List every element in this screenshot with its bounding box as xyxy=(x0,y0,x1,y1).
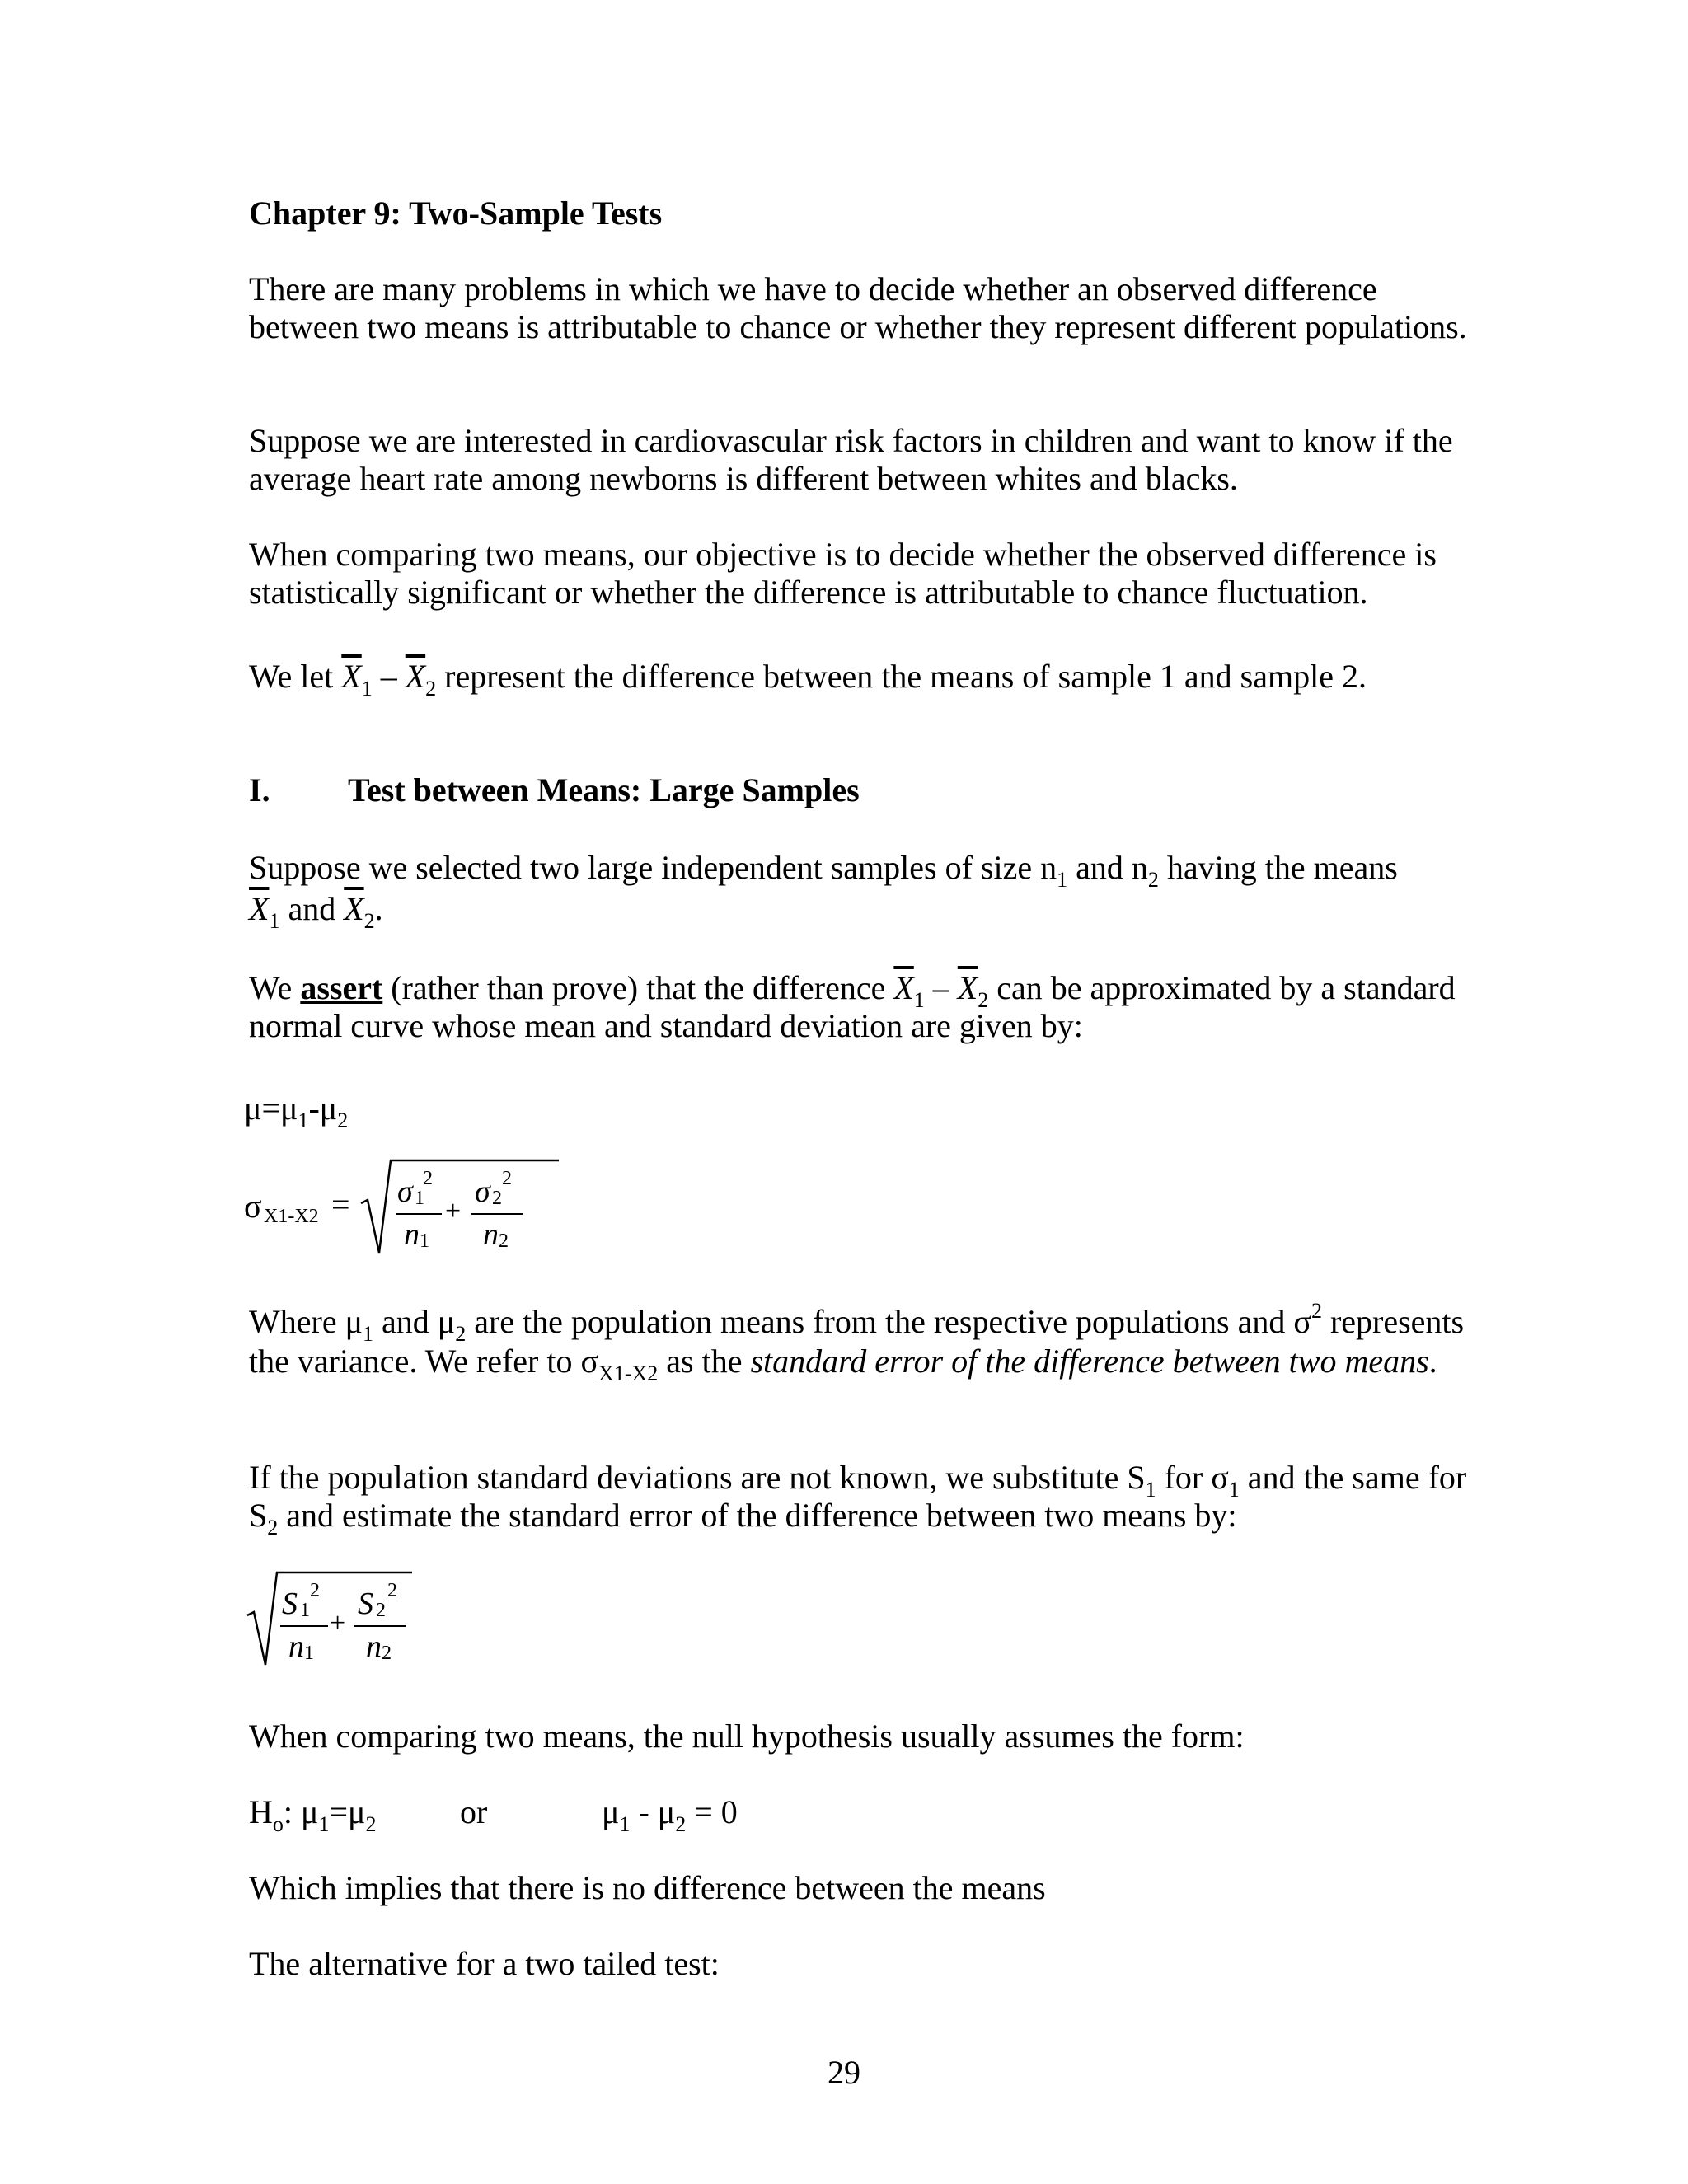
mu1-sub: 1 xyxy=(318,1812,330,1836)
mu1-sub: 1 xyxy=(363,1322,374,1346)
mu-minus: -μ xyxy=(308,1090,338,1127)
para7-text-c: are the population means from the respective populations and σ xyxy=(466,1303,1311,1340)
num2-sub: 2 xyxy=(492,1188,502,1209)
n1-sub: 1 xyxy=(1057,868,1068,892)
para7-text-b: and μ xyxy=(373,1303,456,1340)
num1-sigma: σ xyxy=(397,1174,413,1209)
mu1-sub: 1 xyxy=(298,1108,309,1132)
para5-text-b: and n xyxy=(1067,849,1148,886)
para6-we: We xyxy=(249,969,301,1006)
s2-sub: 2 xyxy=(267,1516,279,1540)
paragraph-null-hypothesis: When comparing two means, the null hypothesis usually assumes the form: xyxy=(249,1718,1245,1755)
num2-sup: 2 xyxy=(502,1168,512,1189)
para8-text-d: and estimate the standard error of the difference between two means by: xyxy=(278,1497,1237,1534)
mu2-sub: 2 xyxy=(337,1108,349,1132)
sigma1-sub: 1 xyxy=(1228,1478,1240,1502)
paragraph-difference-notation xyxy=(249,658,1469,701)
para5-text-a: Suppose we selected two large independent samples of size n xyxy=(249,849,1057,886)
den2-sub: 2 xyxy=(382,1643,392,1664)
den2-sub: 2 xyxy=(499,1230,509,1252)
para5-text-c: having the means xyxy=(1158,849,1398,886)
num1-sub: 1 xyxy=(300,1600,310,1621)
fraction-bar-2 xyxy=(354,1625,406,1627)
paragraph-intro: There are many problems in which we have to decide whether an observed difference between two means is attributable to chance or whether they represent different populations. xyxy=(249,270,1467,345)
fraction-bar-1 xyxy=(396,1213,442,1215)
h0-expression xyxy=(249,1793,377,1836)
diff-mu2-sub: 2 xyxy=(675,1812,687,1836)
mean-formula xyxy=(244,1090,1464,1132)
h-letter: H xyxy=(249,1793,273,1830)
para8-text-b: for σ xyxy=(1156,1459,1229,1496)
section-title: Test between Means: Large Samples xyxy=(348,771,860,808)
xbar1-sub: 1 xyxy=(269,909,280,933)
sample-se-formula xyxy=(244,1564,458,1671)
equals-sign: = xyxy=(331,1186,350,1223)
standard-error-term: standard error of the difference between two means xyxy=(750,1343,1429,1380)
den1-sub: 1 xyxy=(304,1643,314,1664)
num1-s: S xyxy=(282,1586,298,1621)
para7-text-e: as the xyxy=(658,1343,751,1380)
mu2-sub: 2 xyxy=(455,1322,467,1346)
plus-sign: + xyxy=(330,1608,346,1638)
minus-sign: – xyxy=(924,969,958,1006)
para7-text-d: represents the variance. We refer to σ xyxy=(249,1303,1465,1380)
num1-sup: 2 xyxy=(423,1168,433,1189)
paragraph-alternative: The alternative for a two tailed test: xyxy=(249,1945,720,1982)
xbar2: $\overline{X}$ xyxy=(344,890,364,927)
xbar2: $\overline{X}$ xyxy=(957,969,978,1006)
fraction-bar-2 xyxy=(471,1213,523,1215)
para4-before: We let xyxy=(249,658,342,695)
num2-sub: 2 xyxy=(376,1600,386,1621)
h0-mu2: =μ xyxy=(329,1793,366,1830)
page-number: 29 xyxy=(828,2054,860,2091)
chapter-title: Chapter 9: Two-Sample Tests xyxy=(249,194,663,232)
h0-mu1: : μ xyxy=(283,1793,319,1830)
diff-mu2: - μ xyxy=(630,1793,676,1830)
xbar1: $\overline{X}$ xyxy=(893,969,914,1006)
difference-expression xyxy=(602,1793,738,1836)
den1-n: n xyxy=(288,1629,304,1664)
period: . xyxy=(374,890,383,927)
para6-text-a: (rather than prove) that the difference xyxy=(382,969,894,1006)
hypothesis-line xyxy=(249,1793,1469,1835)
paragraph-example: Suppose we are interested in cardiovascular risk factors in children and want to know if the average heart rate among newborns is different between whites and blacks. xyxy=(249,422,1453,497)
paragraph-objective: When comparing two means, our objective is to decide whether the observed difference is statistically significant or whether the difference is attributable to chance fluctuation. xyxy=(249,536,1437,611)
paragraph-implies: Which implies that there is no difference between the means xyxy=(249,1869,1046,1906)
diff-mu1-sub: 1 xyxy=(619,1812,631,1836)
s1-sub: 1 xyxy=(1145,1478,1156,1502)
den1-n: n xyxy=(404,1217,420,1252)
mu-lhs: μ=μ xyxy=(244,1090,298,1127)
xbar1: $\overline{X}$ xyxy=(341,658,362,695)
xbar2-sub: 2 xyxy=(363,909,375,933)
para8-text-c: and the same for S xyxy=(249,1459,1467,1534)
n2-sub: 2 xyxy=(1147,868,1159,892)
para4-after: represent the difference between the means of sample 1 and sample 2. xyxy=(444,658,1367,695)
paragraph-where xyxy=(249,1299,1469,1385)
sigma-symbol: σ xyxy=(244,1188,262,1225)
den2-n: n xyxy=(483,1217,499,1252)
sigma-sub: X1-X2 xyxy=(598,1361,659,1385)
xbar1: $\overline{X}$ xyxy=(249,890,270,927)
h-sub: o xyxy=(272,1812,284,1836)
period: . xyxy=(1428,1343,1437,1380)
den2-n: n xyxy=(366,1629,382,1664)
paragraph-substitute xyxy=(249,1459,1469,1540)
paragraph-samples xyxy=(249,847,1469,933)
assert-word: assert xyxy=(300,969,383,1006)
num2-sigma: σ xyxy=(475,1174,490,1209)
or-word: or xyxy=(460,1793,488,1830)
sigma-sup: 2 xyxy=(1311,1299,1322,1323)
para6-text-b: can be approximated by a standard normal curve whose mean and standard deviation are given by: xyxy=(249,969,1456,1044)
and-word: and xyxy=(279,890,345,927)
section-heading xyxy=(249,771,1469,809)
minus-sign: – xyxy=(380,658,406,695)
num1-sup: 2 xyxy=(310,1580,320,1601)
sigma-formula xyxy=(244,1152,574,1259)
den1-sub: 1 xyxy=(420,1230,429,1252)
num2-sup: 2 xyxy=(387,1580,397,1601)
paragraph-assert xyxy=(249,969,1469,1045)
para7-text-a: Where μ xyxy=(249,1303,363,1340)
num1-sub: 1 xyxy=(415,1188,424,1209)
mu2-sub: 2 xyxy=(365,1812,377,1836)
diff-mu1: μ xyxy=(602,1793,620,1830)
plus-sign: + xyxy=(445,1196,462,1226)
sigma-lhs-sub: X1-X2 xyxy=(264,1206,319,1227)
xbar2: $\overline{X}$ xyxy=(405,658,426,695)
xbar1-sub: 1 xyxy=(361,677,373,701)
xbar1-sub: 1 xyxy=(913,988,925,1012)
section-number: I. xyxy=(249,771,270,808)
xbar2-sub: 2 xyxy=(978,988,989,1012)
num2-s: S xyxy=(358,1586,373,1621)
para8-text-a: If the population standard deviations are not known, we substitute S xyxy=(249,1459,1146,1496)
xbar2-sub: 2 xyxy=(425,677,437,701)
fraction-bar-1 xyxy=(280,1625,328,1627)
equals-zero: = 0 xyxy=(686,1793,738,1830)
